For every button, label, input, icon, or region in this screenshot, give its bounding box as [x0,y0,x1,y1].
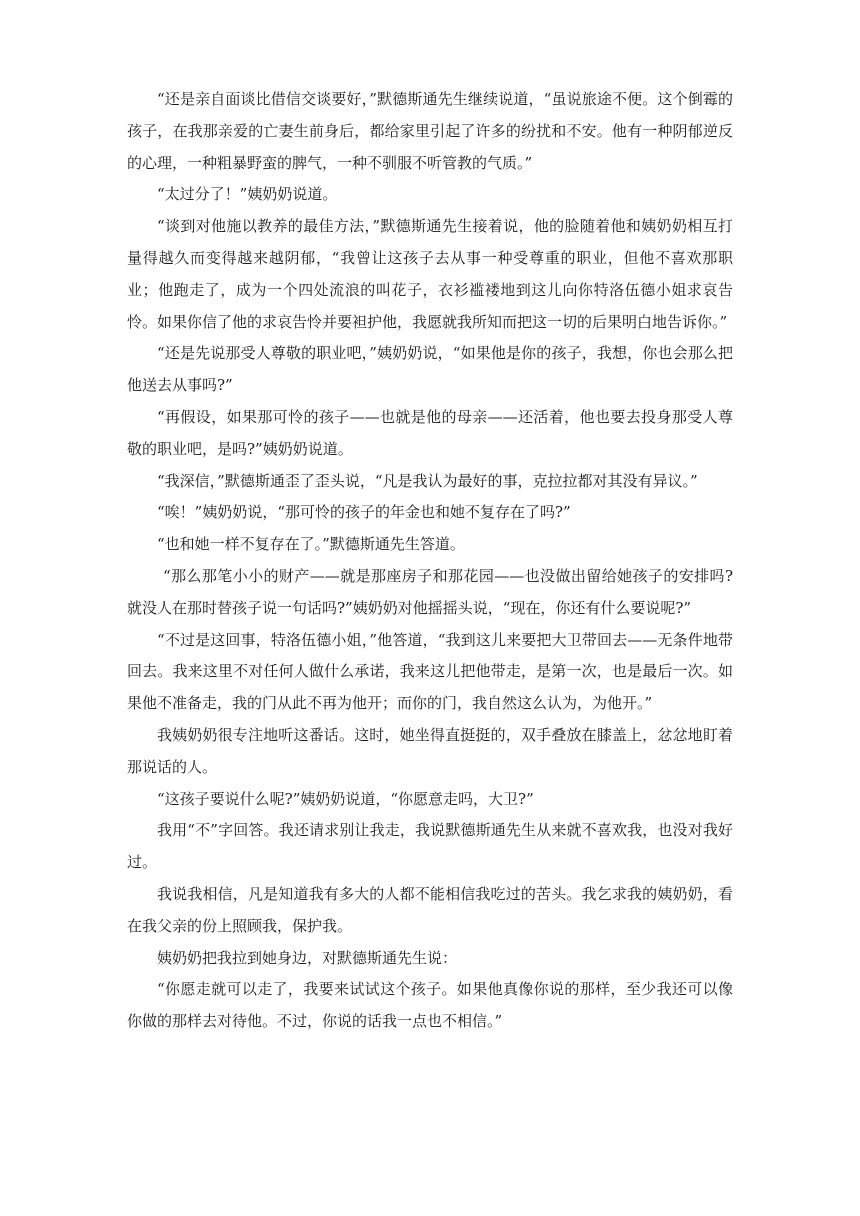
paragraph: “那么那笔小小的财产——就是那座房子和那花园——也没做出留给她孩子的安排吗?就没人在那时替孩子说一句话吗?”姨奶奶对他摇摇头说，“现在，你还有什么要说呢?” [127,566,733,617]
paragraph: “我深信，”默德斯通歪了歪头说，“凡是我认为最好的事，克拉拉都对其没有异议。” [157,471,698,490]
paragraph: “还是先说那受人尊敬的职业吧，”姨奶奶说，“如果他是你的孩子，我想，你也会那么把他送去从事吗?” [127,344,733,395]
paragraph: 我用“不”字回答。我还请求别让我走，我说默德斯通先生从来就不喜欢我，也没对我好过。 [127,821,733,872]
paragraph: “不过是这回事，特洛伍德小姐，”他答道，“我到这儿来要把大卫带回去——无条件地带回去。我来这里不对任何人做什么承诺，我来这儿把他带走，是第一次，也是最后一次。如果他不准备走，我的门从此不再为他开；而你的门，我自然这么认为，为他开。” [127,630,733,713]
paragraph: 姨奶奶把我拉到她身边，对默德斯通先生说： [157,948,458,967]
paragraph: “还是亲自面谈比借信交谈要好，”默德斯通先生继续说道，“虽说旅途不便。这个倒霉的孩子，在我那亲爱的亡妻生前身后，都给家里引起了许多的纷扰和不安。他有一种阴郁逆反的心理，一种粗暴野蛮的脾气，一种不驯服不听管教的气质。” [127,90,733,172]
paragraph: “谈到对他施以教养的最佳方法，”默德斯通先生接着说，他的脸随着他和姨奶奶相互打量得越久而变得越来越阴郁，“我曾让这孩子去从事一种受尊重的职业，但他不喜欢那职业；他跑走了，成为一个四处流浪的叫花子，衣衫褴褛地到这儿向你特洛伍德小姐求哀告怜。如果你信了他的求哀告怜并要袒护他，我愿就我所知而把这一切的后果明白地告诉你。” [127,217,733,331]
paragraph: “这孩子要说什么呢?”姨奶奶说道，“你愿意走吗，大卫?” [157,789,534,808]
paragraph: “太过分了！”姨奶奶说道。 [157,185,338,204]
paragraph: 我姨奶奶很专注地听这番话。这时，她坐得直挺挺的，双手叠放在膝盖上，忿忿地盯着那说话的人。 [127,725,733,776]
paragraph: “也和她一样不复存在了。”默德斯通先生答道。 [157,535,465,554]
paragraph: “你愿走就可以走了，我要来试试这个孩子。如果他真像你说的那样，至少我还可以像你做的那样去对待他。不过，你说的话我一点也不相信。” [127,980,733,1031]
paragraph: “再假设，如果那可怜的孩子——也就是他的母亲——还活着，他也要去投身那受人尊敬的职业吧，是吗?”姨奶奶说道。 [127,407,733,458]
document-body [127,84,733,1038]
paragraph: “唉！”姨奶奶说，“那可怜的孩子的年金也和她不复存在了吗?” [157,503,571,522]
paragraph: 我说我相信，凡是知道我有多大的人都不能相信我吃过的苦头。我乞求我的姨奶奶，看在我父亲的份上照顾我，保护我。 [127,884,733,935]
